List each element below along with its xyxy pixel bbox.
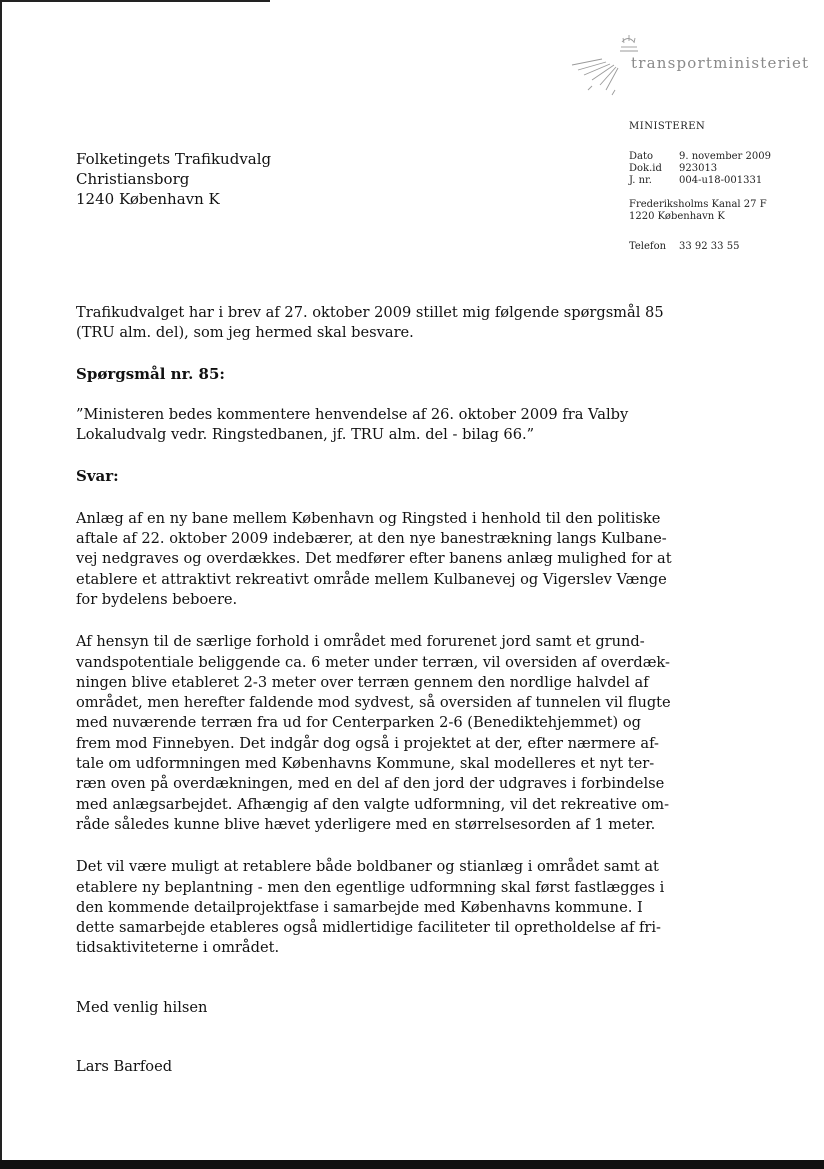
text-line: Lokaludvalg vedr. Ringstedbanen, jf. TRU alm. del - bilag 66.” <box>76 426 535 444</box>
ministry-logo <box>560 30 810 100</box>
meta-value: 004-u18-001331 <box>679 175 763 186</box>
text-line: ræn oven på overdækningen, med en del af den jord der udgraves i forbindelse <box>76 775 665 793</box>
text-line: ”Ministeren bedes kommentere henvendelse af 26. oktober 2009 fra Valby <box>76 405 629 423</box>
text-line: etablere ny beplantning - men den egentlige udformning skal først fastlægges i <box>76 878 665 896</box>
sender-phone <box>629 241 739 253</box>
question-text <box>76 405 629 446</box>
scan-border-left <box>0 0 2 1169</box>
phone-label: Telefon <box>629 241 667 252</box>
answer-paragraph-1 <box>76 509 672 610</box>
text-line: med anlægsarbejdet. Afhængig af den valgte udformning, vil det rekreative om- <box>76 795 670 813</box>
recipient-line: Christiansborg <box>76 170 190 188</box>
text-line: tale om udformningen med Københavns Kommune, skal modelleres et nyt ter- <box>76 755 655 773</box>
text-line: frem mod Finnebyen. Det indgår dog også i projektet at der, efter nærmere af- <box>76 734 659 752</box>
address-line: 1220 København K <box>629 211 725 222</box>
text-line: Anlæg af en ny bane mellem København og Ringsted i henhold til den politiske <box>76 509 661 527</box>
meta-row-doc-id <box>629 163 771 175</box>
document-meta <box>629 151 771 187</box>
text-line: (TRU alm. del), som jeg hermed skal besvare. <box>76 324 414 342</box>
intro-paragraph <box>76 303 664 344</box>
text-line: Af hensyn til de særlige forhold i området med forurenet jord samt et grund- <box>76 633 645 651</box>
text-line: aftale af 22. oktober 2009 indebærer, at den nye banestrækning langs Kulbane- <box>76 530 667 548</box>
text-line: med nuværende terræn fra ud for Centerparken 2-6 (Benediktehjemmet) og <box>76 714 641 732</box>
meta-label: Dok.id <box>629 163 662 174</box>
closing: Med venlig hilsen <box>76 998 208 1016</box>
signature-name: Lars Barfoed <box>76 1058 173 1076</box>
text-line: for bydelens beboere. <box>76 590 238 608</box>
logo-text: transportministeriet <box>631 54 810 72</box>
text-line: dette samarbejde etableres også midlertidige faciliteter til opretholdelse af fri- <box>76 919 661 937</box>
text-line: ningen blive etableret 2-3 meter over terræn gennem den nordlige halvdel af <box>76 673 649 691</box>
recipient-line: Folketingets Trafikudvalg <box>76 150 272 168</box>
meta-value: 9. november 2009 <box>679 151 771 162</box>
sender-title: MINISTEREN <box>629 121 706 132</box>
address-line: Frederiksholms Kanal 27 F <box>629 199 767 210</box>
scan-border-bottom <box>0 1160 824 1169</box>
text-line: området, men herefter faldende mod sydvest, så oversiden af tunnelen vil flugte <box>76 694 671 712</box>
meta-row-date <box>629 151 771 163</box>
question-heading: Spørgsmål nr. 85: <box>76 364 225 383</box>
text-line: Trafikudvalget har i brev af 27. oktober 2009 stillet mig følgende spørgsmål 85 <box>76 304 664 321</box>
text-line: etablere et attraktivt rekreativt område mellem Kulbanevej og Vigerslev Vænge <box>76 570 667 588</box>
meta-label: J. nr. <box>629 175 652 186</box>
meta-label: Dato <box>629 151 654 162</box>
text-line: vandspotentiale beliggende ca. 6 meter under terræn, vil oversiden af overdæk- <box>76 653 670 671</box>
recipient-line: 1240 København K <box>76 190 220 208</box>
text-line: Det vil være muligt at retablere både boldbaner og stianlæg i området samt at <box>76 858 659 876</box>
answer-heading: Svar: <box>76 467 119 486</box>
letter-body <box>76 303 672 1077</box>
sender-address <box>629 199 767 223</box>
meta-value: 923013 <box>679 163 718 174</box>
phone-value: 33 92 33 55 <box>679 241 740 252</box>
answer-paragraph-3 <box>76 857 665 958</box>
scan-border-top <box>0 0 270 2</box>
recipient-address <box>76 149 271 209</box>
answer-paragraph-2 <box>76 632 671 835</box>
text-line: den kommende detailprojektfase i samarbejde med Københavns kommune. I <box>76 898 643 916</box>
text-line: råde således kunne blive hævet yderligere med en størrelsesorden af 1 meter. <box>76 815 656 833</box>
meta-row-case-number <box>629 175 771 187</box>
text-line: tidsaktiviteterne i området. <box>76 939 280 957</box>
text-line: vej nedgraves og overdækkes. Det medfører efter banens anlæg mulighed for at <box>76 550 672 568</box>
